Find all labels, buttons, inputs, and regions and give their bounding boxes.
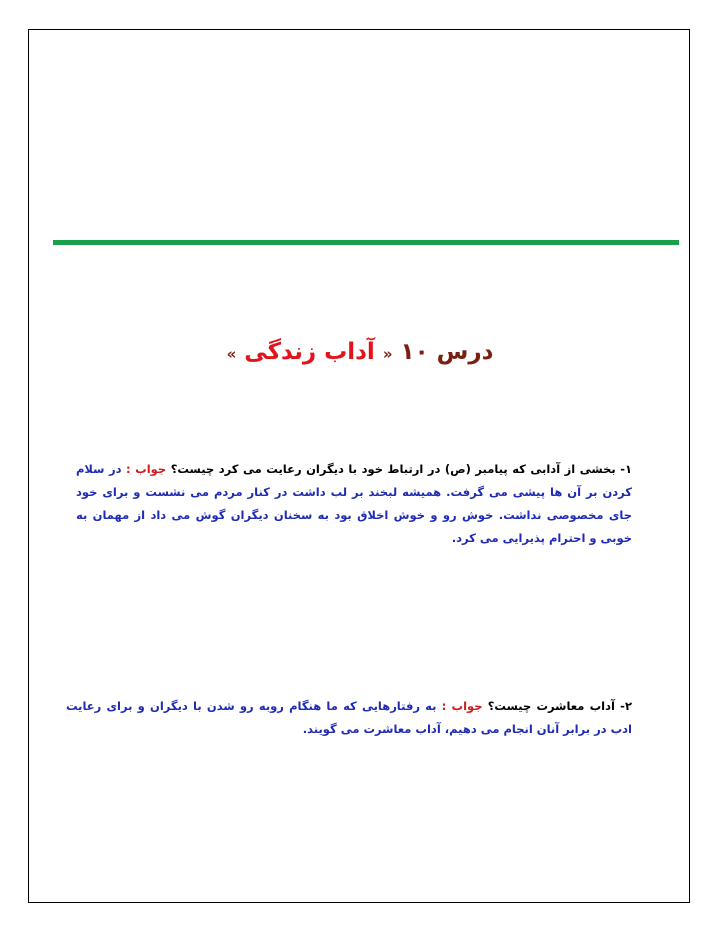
question-text: ۱- بخشی از آدابی که پیامبر (ص) در ارتباط خود با دیگران رعایت می کرد چیست؟ — [170, 462, 632, 476]
green-divider-line — [53, 240, 679, 245]
answer-label: جواب : — [126, 462, 167, 476]
question-text: ۲- آداب معاشرت چیست؟ — [487, 699, 632, 713]
quote-close: » — [226, 345, 237, 363]
question-answer-1 — [76, 458, 632, 550]
answer-label: جواب : — [441, 699, 483, 713]
question-answer-2 — [66, 695, 632, 741]
quote-open: « — [382, 345, 393, 363]
answer-text: در سلام کردن بر آن ها پیشی می گرفت. همیشه لبخند بر لب داشت در کنار مردم می نشست و برای خود جای مخصوصی نداشت. خوش رو و خوش اخلاق بود به سخنان دیگران گوش می داد از مهمان به خوبی و احترام پذیرایی می کرد. — [76, 462, 632, 545]
lesson-topic: آداب زندگی — [244, 339, 375, 365]
lesson-number: درس ۱۰ — [400, 339, 494, 365]
lesson-title — [60, 332, 660, 374]
answer-text: به رفتارهایی که ما هنگام روبه رو شدن با دیگران و برای رعایت ادب در برابر آنان انجام می دهیم، آداب معاشرت می گویند. — [66, 699, 632, 736]
